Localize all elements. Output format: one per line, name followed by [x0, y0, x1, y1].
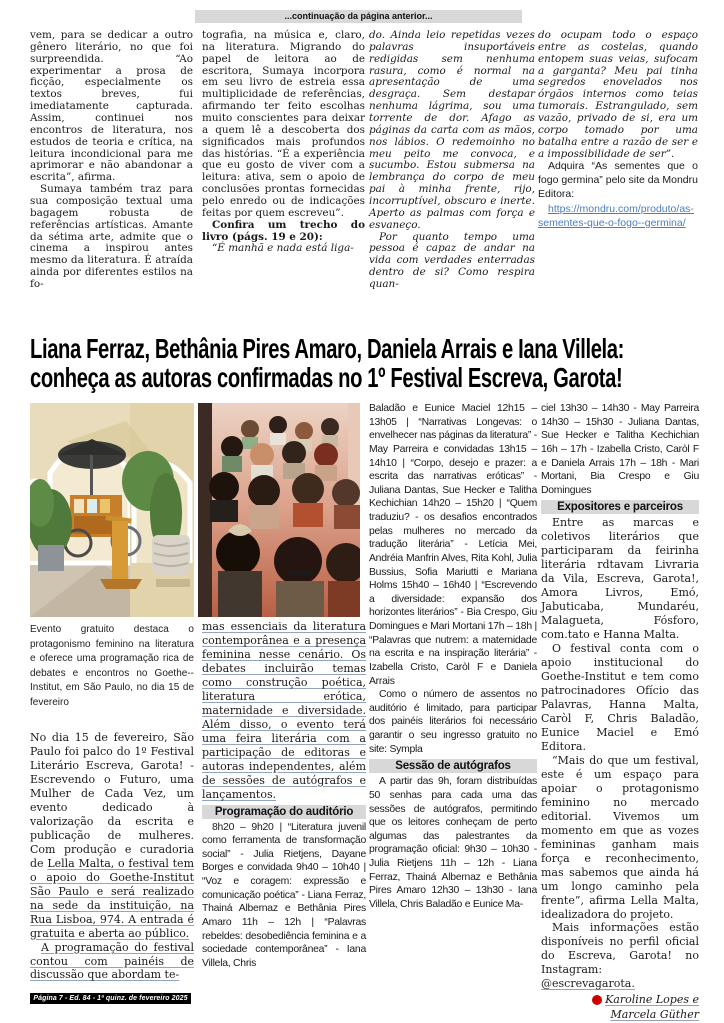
book-excerpt-paragraph: Por quanto tempo uma pessoa é capaz de andar na vida com verdades enterradas dentro de si? Como respira quan- [369, 230, 535, 291]
continuation-banner: ...continuação da página anterior... [195, 10, 522, 23]
book-excerpt-paragraph: do. Ainda leio repetidas vezes palavras insuportáveis redigidas sem nenhuma rasura, como é normal na apresentação de uma desgraça. Sem destapar nenhuma lágrima, sou uma torrente de dor. Afago as páginas da carta com as mãos, nos lábios. O redemoinho no meu peito me convoca, e sucumbo. Estou submersa na lembrança do corpo de meu pai à minha frente, rijo, incorruptível, obscuro e inerte. Aperto as palmas com força e esvaneço. [369, 29, 535, 231]
festival-paragraph: A programação do festival contou com painéis de discussão que abordam te- [30, 940, 194, 982]
byline [541, 993, 699, 1022]
mondru-store-link[interactable]: https://mondru.com/produto/as-sementes-que-o-fogo--germina/ [538, 203, 694, 230]
festival-photo-audience [198, 403, 360, 617]
festival-paragraph: mas essenciais da literatura contemporânea e a presença feminina nesse cenário. Os debates incluirão temas como construção poética, literatura erótica, maternidade e diversidade. Além disso, o evento terá uma feira literária com a participação de editoras e autoras independentes, além de sessões de autógrafos e lançamentos. [202, 620, 366, 801]
top-article-column-1 [30, 30, 193, 291]
author-name: Marcela Güther [610, 1007, 699, 1021]
headline-line-2: conheça as autoras confirmadas no 1º Festival Escreva, Garota! [30, 362, 623, 394]
book-excerpt-paragraph: do ocupam todo o espaço entre as costelas, quando entopem suas veias, sufocam a garganta? Meu pai tinha segredos enovelados nos órgãos internos como teias tumorais. Estrangulado, sem vazão, privado de si, era um corpo tomado por uma batalha entre a razão de ser e a impossibilidade de ser”. [538, 29, 698, 160]
excerpt-start: “É manhã e nada está liga- [212, 242, 354, 255]
excerpt-lead-in: Confira um trecho do livro (págs. 19 e 20): [202, 218, 365, 243]
festival-paragraph-text: No dia 15 de fevereiro, São Paulo foi palco do 1º Festival Literário Escreva, Garota! - Escrevendo o Futuro, uma Mulher de Cada Vez, um evento dedicado à valorização da escrita e publicação de mulheres. Com produção e curadoria de [30, 731, 194, 870]
top-paragraph: vem, para se dedicar a outro gênero literário, no que foi surpreendida. “Ao experimentar a prosa de ficção, especialmente os textos breves, fui imediatamente capturada. Assim, continuei nos encontros de literatura, nos estudos de teoria e crítica, na leitura incondicional para me aprimorar e não abandonar a escrita”, afirma. [30, 29, 193, 184]
red-bullet-icon [592, 995, 602, 1005]
autograph-schedule-part-2: ciel 13h30 – 14h30 - May Parreira 14h30 – 15h30 - Juliana Dantas, Sue Hecker e Talitha Kechichian 16h – 17h - Izabella Cristo, Caròl F e Daniela Arrais 17h – 18h - Mari Mortani, Bia Crespo e Giu Domingues [541, 403, 699, 496]
photo-caption: Evento gratuito destaca o protagonismo feminino na literatura e oferece uma programação rica de debates e encontros no Goethe--Institut, em São Paulo, no dia 15 de fevereiro [30, 624, 194, 708]
instagram-handle-link[interactable]: @escrevagarota. [541, 977, 635, 991]
festival-paragraph: Entre as marcas e coletivos literários que participaram da feirinha literária rdtavam Livraria da Vila, Escreva, Garota!, Amora Livros, Emó, Jabuticaba, Mundaréu, Malagueta, Fósforo, com.tato e Hanna Malta. [541, 516, 699, 642]
buy-book-note: Adquira “As sementes que o fogo germina” pelo site da Mondru Editora: [538, 160, 698, 200]
festival-paragraph [541, 921, 699, 991]
audience-photo-illustration [198, 403, 360, 617]
author-name: Karoline Lopes e [605, 993, 699, 1007]
festival-column-3 [369, 402, 537, 912]
festival-column-1 [30, 731, 194, 982]
festival-paragraph: O festival conta com o apoio institucional do Goethe-Institut e tem como patrocinadores Ofício das Palavras, Hanna Malta, Caròl F, Chris Baladão, Eunice Maciel e Emó Editora. [541, 642, 699, 753]
top-article-column-2 [202, 30, 365, 255]
festival-photo-book-cart [30, 403, 194, 617]
seats-note: Como o número de assentos no auditório é limitado, para participar dos painéis literários foi necessário garantir o seu ingresso gratuito no site: Sympla [369, 689, 537, 755]
festival-paragraph [30, 731, 194, 941]
expositors-header: Expositores e parceiros [541, 500, 699, 514]
auditorium-program-header: Programação do auditório [202, 805, 366, 819]
festival-paragraph-underlined: Lella Malta, o festival tem o apoio do Goethe-Institut São Paulo e será realizado na sede da instituição, na Rua Lisboa, 974. A entrada é gratuita e aberta ao público. [30, 856, 195, 940]
festival-paragraph: “Mais do que um festival, este é um espaço para apoiar o protagonismo feminino no mercado editorial. Vivemos um momento em que as vozes femininas ganham mais força e reconhecimento, mas sabemos que ainda há um longo caminho pela frente”, afirma Lella Malta, idealizadora do projeto. [541, 753, 699, 921]
page-footer: Página 7 - Ed. 84 - 1ª quinz. de fevereiro 2025 [30, 993, 191, 1004]
festival-column-2 [202, 620, 366, 970]
autograph-session-header: Sessão de autógrafos [369, 759, 537, 773]
festival-headline [30, 334, 724, 392]
program-schedule-part-2: Baladão e Eunice Maciel 12h15 – 13h05 | “Narrativas Longevas: o envelhecer nas páginas da literatura” - May Parreira e convidadas 13h15 – 14h10 | “Corpo, desejo e prazer: a escrita das narrativas eróticas” - Juliana Dantas, Sue Hecker e Talitha Kechichian 14h20 – 15h20 | “Quem traduziu? - os desafios encontrados pelas mulheres no mercado da tradução literária” - Letícia Mei, Andréia Manfrin Alves, Rita Kohl, Julia Bussius, Sofia Mariutti e Mariana Holms 15h40 – 16h40 | “Escrevendo a diversidade: expansão dos horizontes literários” - Bia Crespo, Giu Domingues e Mari Mortani 17h – 18h | “Palavras que nutrem: a maternidade na escrita e na inspiração literária” - Izabella Cristo, Caròl F e Daniela Arrais [369, 403, 537, 687]
courtyard-photo-illustration [30, 403, 194, 617]
top-article-column-3 [369, 30, 535, 291]
autograph-schedule-part-1: A partir das 9h, foram distribuídas 50 senhas para cada uma das sessões de autógrafos, permitindo que os leitores conheçam de perto algumas das palestrantes da programação oficial: 9h30 – 10h30 - Julia Rietjens 11h – 12h - Liana Ferraz, Thainá Albernaz e Bethânia Pires Amaro 12h30 – 13h30 - Iana Villela, Chris Baladão e Eunice Ma- [369, 776, 537, 910]
program-schedule-part-1: 8h20 – 9h20 | “Literatura juvenil como ferramenta de transformação social” - Julia Rietjens, Dayane Borges e convidada 9h40 – 10h40 | “Voz e coragem: expressão e comunicação poética” - Liana Ferraz, Thainá Albernaz e Bethânia Pires Amaro 11h – 12h | “Palavras rebeldes: desobediência feminina e a sociedade contemporânea” - Iana Villela, Chris [202, 821, 366, 969]
headline-line-1: Liana Ferraz, Bethânia Pires Amaro, Daniela Arrais e Iana Villela: [30, 333, 624, 364]
top-paragraph: tografia, na música e, claro, na literatura. Migrando do papel de leitora ao de escritora, Sumaya incorpora em seu livro de estreia essa multiplicidade de referências, afirmando ter feito escolhas muito conscientes para deixar a quem lê a descoberta dos significados mais profundos das histórias. “É a experiência que eu gosto de viver com a leitura: ativa, sem o apoio de conclusões prontas fornecidas pelo enredo ou de indicações feitas por quem escreveu”. [202, 29, 365, 219]
top-paragraph: Sumaya também traz para sua composição textual uma bagagem robusta de referências artísticas. Amante da sétima arte, admite que o cinema a inspirou antes mesmo da literatura. É atraída ainda por diferentes estilos na fo- [30, 183, 193, 291]
more-info-text: Mais informações estão disponíveis no perfil oficial do Escreva, Garota! no Instagram: [541, 921, 699, 977]
festival-column-4 [541, 402, 699, 1022]
top-article-column-4 [538, 30, 698, 231]
